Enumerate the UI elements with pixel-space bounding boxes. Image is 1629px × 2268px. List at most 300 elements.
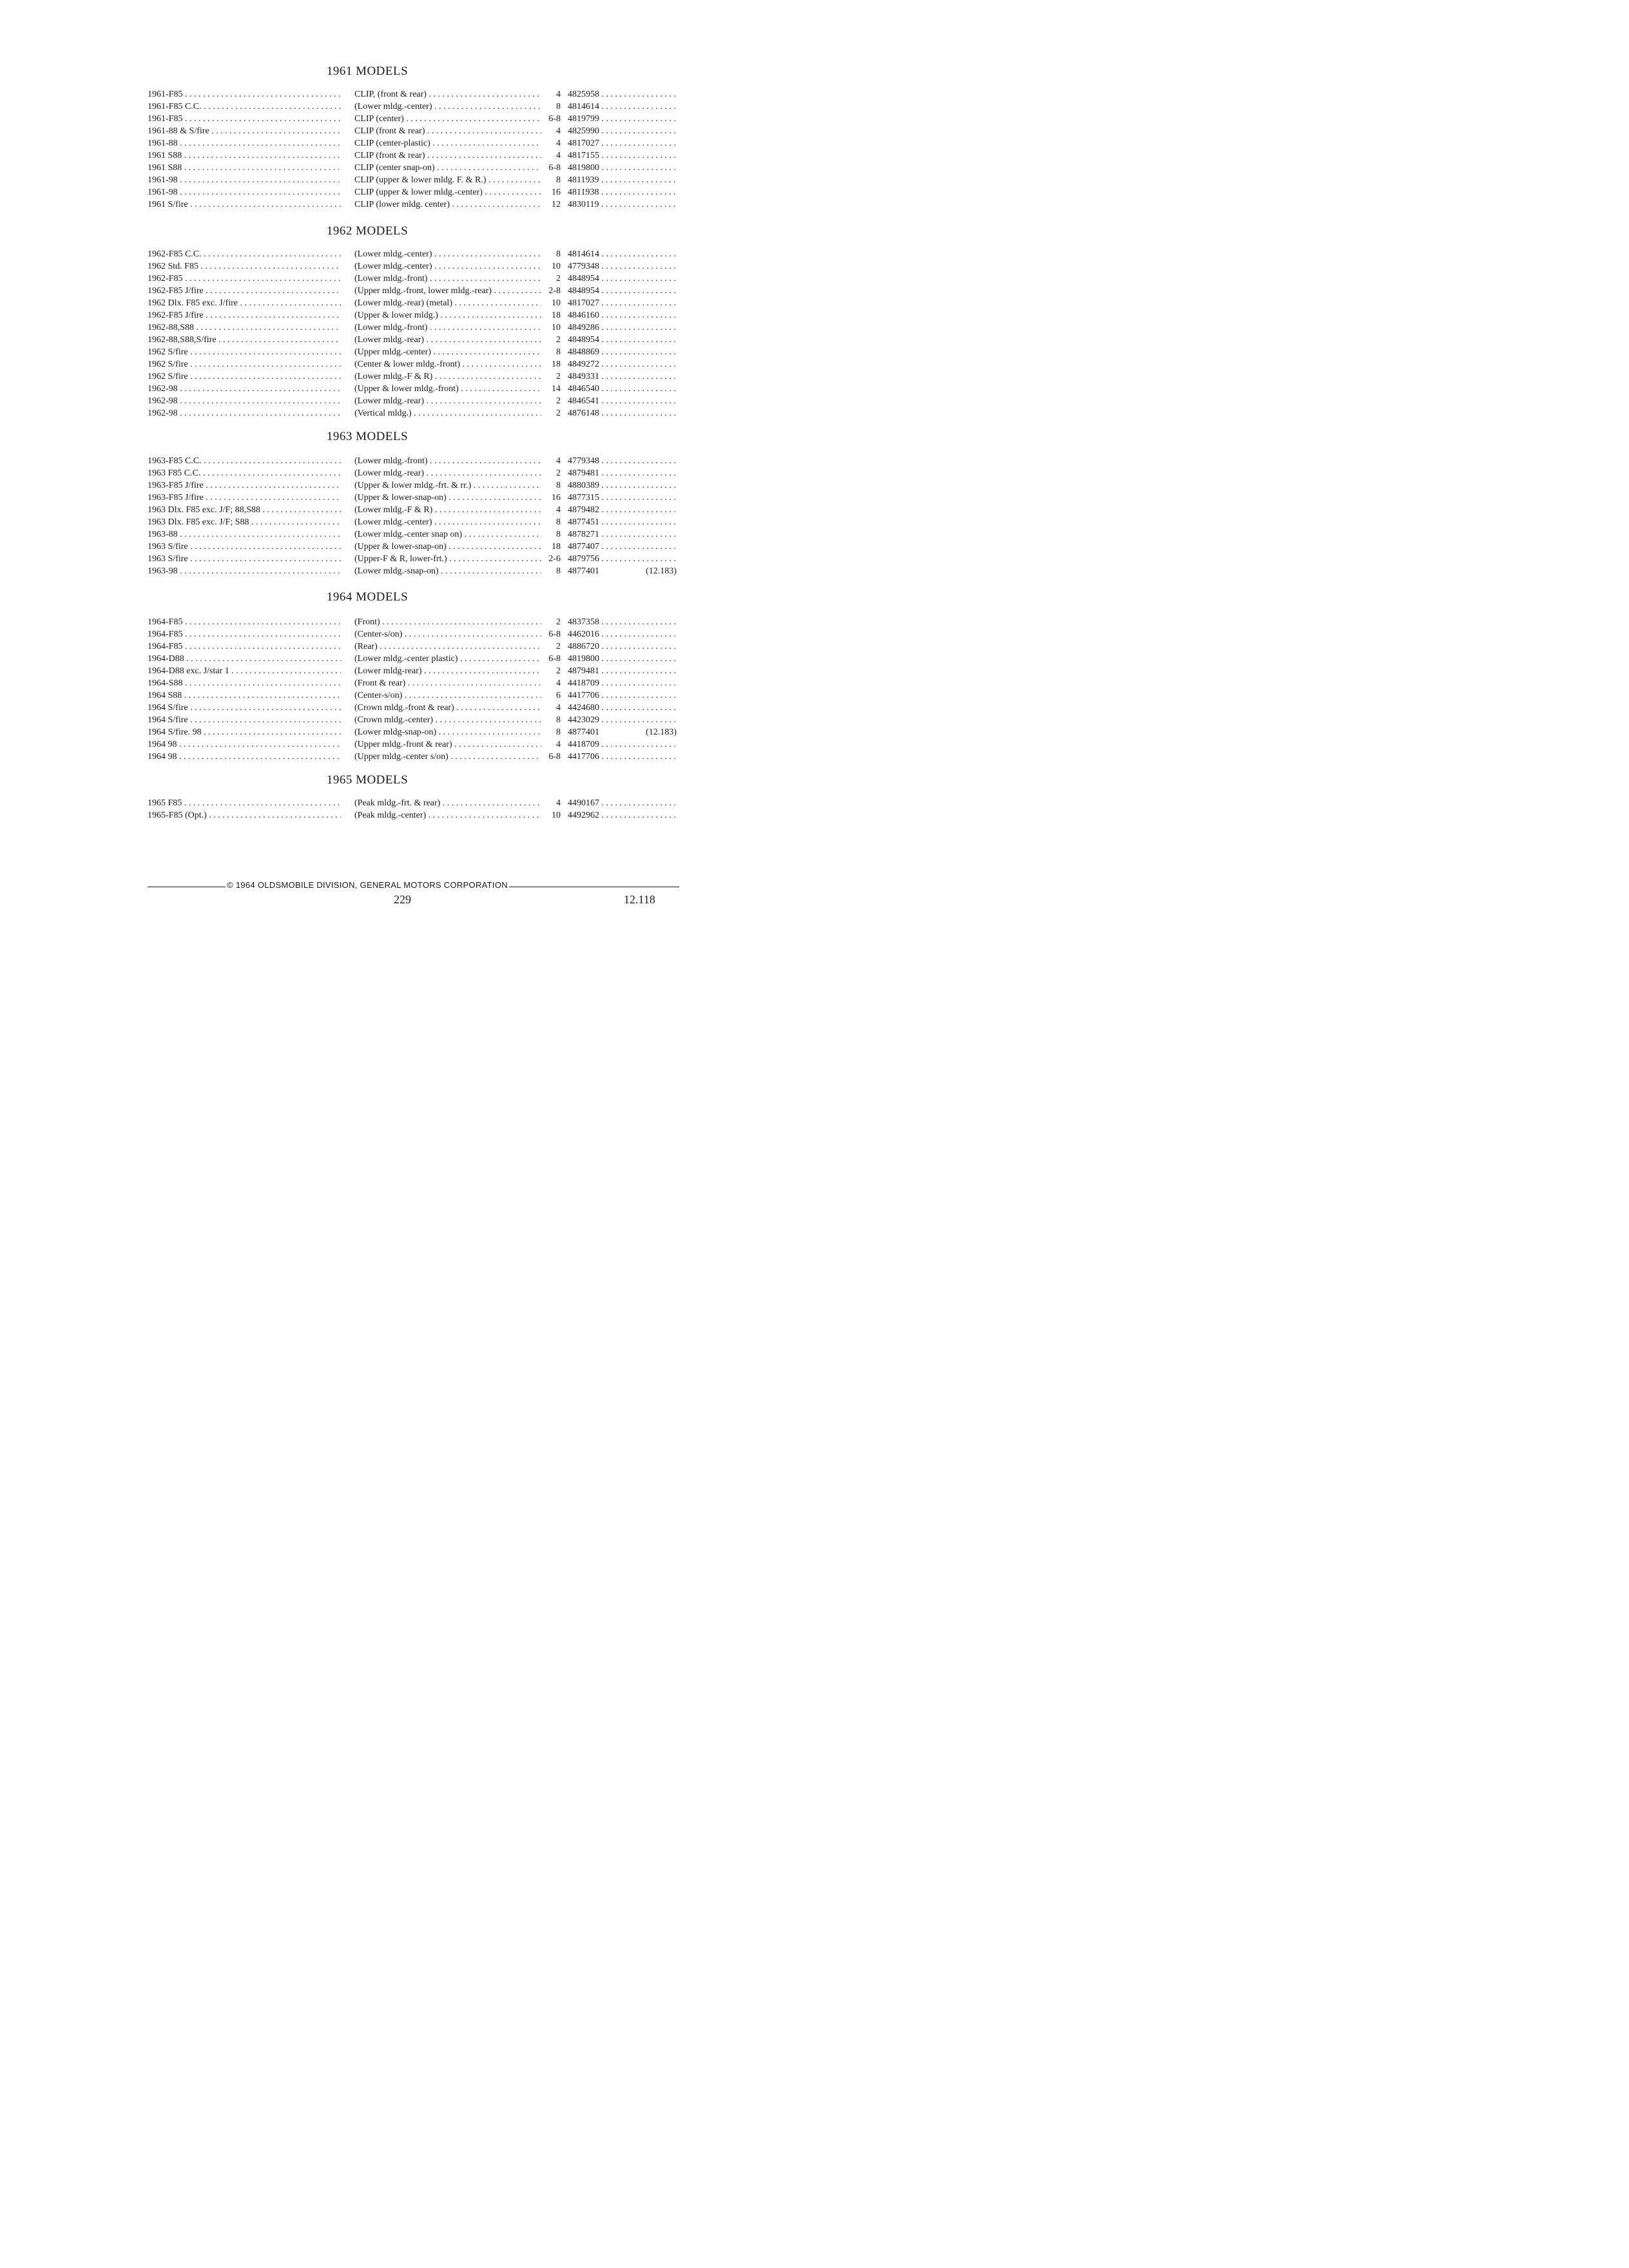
model-cell-text: 1963-88: [148, 530, 178, 539]
description-cell: [354, 467, 541, 480]
model-cell: [148, 162, 341, 175]
model-cell-text: 1964-S88: [148, 678, 183, 688]
model-cell: [148, 809, 341, 822]
leader-dots: [599, 335, 677, 345]
description-cell: [354, 346, 541, 359]
description-cell-text: (Vertical mldg.): [354, 408, 412, 418]
description-cell-text: (Upper & lower mldg.): [354, 311, 438, 320]
part-number-cell-text: 4811938: [568, 187, 599, 197]
model-cell-text: 1964-F85: [148, 617, 183, 627]
leader-dots: [599, 493, 677, 503]
model-cell-text: 1962-98: [148, 396, 178, 406]
quantity-cell-text: 2: [556, 468, 561, 478]
leader-dots: [448, 752, 541, 762]
model-cell: [148, 565, 341, 578]
description-cell-text: CLIP (center): [354, 114, 404, 124]
part-row: [0, 334, 735, 347]
leader-dots: [439, 566, 541, 576]
quantity-cell-text: 2: [556, 335, 561, 345]
leader-dots: [422, 666, 541, 676]
description-cell-text: (Rear): [354, 642, 378, 651]
quantity-cell-text: 6: [556, 691, 561, 700]
description-cell: [354, 809, 541, 822]
description-cell: [354, 504, 541, 517]
model-cell-text: 1961-98: [148, 175, 178, 185]
leader-dots: [260, 505, 341, 515]
reference-cell-text: (12.183): [646, 566, 677, 576]
quantity-cell-text: 6-8: [548, 629, 561, 639]
part-number-cell: [568, 640, 677, 653]
quantity-cell: [540, 297, 561, 310]
leader-dots: [432, 262, 542, 271]
model-cell: [148, 504, 341, 517]
model-cell-text: 1962-88,S88: [148, 323, 194, 332]
quantity-cell: [540, 273, 561, 285]
quantity-cell: [540, 809, 561, 822]
leader-dots: [435, 163, 541, 173]
quantity-cell: [540, 738, 561, 751]
quantity-cell: [540, 751, 561, 764]
quantity-cell-text: 4: [556, 456, 561, 466]
leader-dots: [177, 752, 342, 762]
description-cell-text: (Lower mldg.-rear): [354, 396, 425, 406]
description-cell-text: (Lower mldg.-center): [354, 517, 432, 527]
quantity-cell: [540, 479, 561, 492]
leader-dots: [425, 151, 542, 160]
leader-dots: [599, 456, 677, 466]
leader-dots: [178, 384, 341, 394]
description-cell: [354, 640, 541, 653]
quantity-cell: [540, 677, 561, 690]
description-cell: [354, 565, 541, 578]
description-cell-text: (Lower mldg.-rear) (metal): [354, 298, 452, 308]
model-cell-text: 1962 S/fire: [148, 360, 188, 369]
part-number-cell: [568, 616, 677, 629]
quantity-cell-text: 8: [556, 715, 561, 725]
part-number-cell-text: 4877401: [568, 566, 599, 576]
quantity-cell-text: 10: [552, 323, 561, 332]
model-cell: [148, 492, 341, 505]
quantity-cell-text: 4: [556, 798, 561, 808]
description-cell-text: CLIP (front & rear): [354, 151, 425, 160]
quantity-cell: [540, 358, 561, 371]
part-number-cell-text: 4779348: [568, 456, 599, 466]
part-row: [0, 297, 735, 310]
model-cell: [148, 628, 341, 641]
model-cell-text: 1964 98: [148, 752, 177, 762]
description-cell: [354, 455, 541, 468]
leader-dots: [404, 114, 541, 124]
model-cell: [148, 726, 341, 739]
leader-dots: [599, 691, 677, 700]
part-row: [0, 665, 735, 678]
leader-dots: [452, 740, 541, 749]
description-cell-text: CLIP (center-plastic): [354, 139, 430, 148]
leader-dots: [599, 298, 677, 308]
description-cell: [354, 285, 541, 298]
part-number-cell: [568, 467, 677, 480]
leader-dots: [188, 542, 341, 552]
part-row: [0, 640, 735, 653]
description-cell-text: (Upper-F & R, lower-frt.): [354, 554, 447, 564]
part-row: [0, 541, 735, 553]
quantity-cell-text: 18: [552, 542, 561, 552]
section-title: 1963 MODELS: [326, 430, 409, 443]
quantity-cell: [540, 395, 561, 408]
description-cell: [354, 149, 541, 162]
model-cell: [148, 198, 341, 211]
leader-dots: [432, 517, 542, 527]
part-number-cell-text: 4878271: [568, 530, 599, 539]
page-number: 229: [394, 893, 411, 906]
model-cell: [148, 125, 341, 138]
model-cell: [148, 113, 341, 126]
leader-dots: [182, 691, 341, 700]
part-number-cell: [568, 125, 677, 138]
model-cell-text: 1962-98: [148, 408, 178, 418]
description-cell: [354, 689, 541, 702]
quantity-cell: [540, 640, 561, 653]
quantity-cell-text: 2-8: [548, 286, 561, 296]
leader-dots: [462, 530, 541, 539]
part-row: [0, 248, 735, 261]
leader-dots: [178, 175, 341, 185]
part-number-cell-text: 4880389: [568, 481, 599, 490]
part-number-cell: [568, 285, 677, 298]
quantity-cell: [540, 198, 561, 211]
leader-dots: [204, 286, 341, 296]
description-cell: [354, 714, 541, 727]
model-cell: [148, 260, 341, 273]
quantity-cell: [540, 653, 561, 666]
part-row: [0, 309, 735, 322]
quantity-cell: [540, 714, 561, 727]
description-cell-text: (Lower mldg.-front): [354, 274, 428, 284]
model-cell-text: 1962 Std. F85: [148, 262, 198, 271]
quantity-cell-text: 10: [552, 262, 561, 271]
part-row: [0, 504, 735, 517]
quantity-cell-text: 8: [556, 517, 561, 527]
description-cell-text: (Crown mldg.-center): [354, 715, 434, 725]
description-cell: [354, 479, 541, 492]
quantity-cell: [540, 88, 561, 101]
model-cell: [148, 358, 341, 371]
part-number-cell: [568, 88, 677, 101]
description-cell-text: CLIP (lower mldg. center): [354, 200, 450, 209]
part-number-cell: [568, 322, 677, 334]
part-row: [0, 528, 735, 541]
quantity-cell: [540, 565, 561, 578]
leader-dots: [599, 505, 677, 515]
part-number-cell-text: 4849286: [568, 323, 599, 332]
model-cell-text: 1962-98: [148, 384, 178, 394]
description-cell-text: (Lower mldg.-front): [354, 456, 428, 466]
leader-dots: [182, 642, 341, 651]
leader-dots: [229, 666, 341, 676]
model-cell: [148, 346, 341, 359]
description-cell-text: (Lower mldg.-front): [354, 323, 428, 332]
description-cell: [354, 628, 541, 641]
leader-dots: [182, 629, 341, 639]
leader-dots: [599, 200, 677, 209]
part-number-cell: [568, 738, 677, 751]
model-cell-text: 1962-88,S88,S/fire: [148, 335, 217, 345]
model-cell: [148, 640, 341, 653]
description-cell: [354, 101, 541, 113]
model-cell: [148, 101, 341, 113]
section-title: 1961 MODELS: [326, 64, 409, 78]
leader-dots: [599, 678, 677, 688]
description-cell: [354, 726, 541, 739]
quantity-cell: [540, 702, 561, 715]
part-row: [0, 370, 735, 383]
part-number-cell-text: 4849272: [568, 360, 599, 369]
part-row: [0, 125, 735, 138]
part-row: [0, 322, 735, 334]
model-cell: [148, 467, 341, 480]
part-number-cell: [568, 297, 677, 310]
part-number-cell: [568, 492, 677, 505]
part-number-cell: [568, 702, 677, 715]
quantity-cell: [540, 334, 561, 347]
model-cell-text: 1961-F85: [148, 90, 183, 99]
leader-dots: [198, 262, 341, 271]
copyright-text: © 1964 OLDSMOBILE DIVISION, GENERAL MOTORS CORPORATION: [227, 880, 508, 890]
model-cell-text: 1963 F85 C.C.: [148, 468, 201, 478]
model-cell: [148, 285, 341, 298]
description-cell: [354, 677, 541, 690]
leader-dots: [438, 311, 541, 320]
model-cell: [148, 174, 341, 187]
leader-dots: [599, 468, 677, 478]
part-number-cell: [568, 528, 677, 541]
section-title: 1964 MODELS: [326, 590, 409, 604]
part-number-cell: [568, 689, 677, 702]
reference-cell: [638, 565, 677, 578]
reference-cell: [638, 726, 677, 739]
leader-dots: [184, 654, 341, 664]
model-cell-text: 1963 Dlx. F85 exc. J/F; S88: [148, 517, 249, 527]
leader-dots: [424, 396, 541, 406]
quantity-cell-text: 10: [552, 298, 561, 308]
model-cell: [148, 751, 341, 764]
model-cell: [148, 88, 341, 101]
part-number-cell-text: 4814614: [568, 102, 599, 111]
part-row: [0, 702, 735, 715]
description-cell-text: (Upper mldg.-center): [354, 347, 431, 357]
leader-dots: [599, 151, 677, 160]
model-cell: [148, 383, 341, 396]
part-number-cell-text: 4424680: [568, 703, 599, 713]
part-row: [0, 137, 735, 150]
quantity-cell-text: 8: [556, 249, 561, 259]
part-row: [0, 565, 735, 578]
leader-dots: [182, 274, 341, 284]
leader-dots: [188, 715, 341, 725]
leader-dots: [599, 481, 677, 490]
leader-dots: [188, 360, 341, 369]
quantity-cell: [540, 689, 561, 702]
model-cell-text: 1961-F85: [148, 114, 183, 124]
leader-dots: [204, 481, 341, 490]
model-cell-text: 1964-D88 exc. J/star 1: [148, 666, 229, 676]
description-cell-text: (Lower mldg.-center snap on): [354, 530, 463, 539]
description-cell: [354, 273, 541, 285]
part-number-cell: [568, 653, 677, 666]
description-cell-text: (Lower mldg.-snap-on): [354, 566, 439, 576]
model-cell-text: 1964 S/fire: [148, 703, 188, 713]
description-cell: [354, 162, 541, 175]
leader-dots: [454, 703, 541, 713]
part-number-cell-text: 4779348: [568, 262, 599, 271]
part-number-cell: [568, 162, 677, 175]
leader-dots: [492, 286, 541, 296]
quantity-cell: [540, 162, 561, 175]
part-number-cell: [568, 186, 677, 199]
leader-dots: [471, 481, 541, 490]
quantity-cell-text: 8: [556, 481, 561, 490]
leader-dots: [430, 139, 541, 148]
quantity-cell-text: 2: [556, 617, 561, 627]
leader-dots: [599, 703, 677, 713]
part-row: [0, 101, 735, 113]
description-cell-text: CLIP (upper & lower mldg. F. & R.): [354, 175, 487, 185]
description-cell: [354, 751, 541, 764]
part-number-cell: [568, 248, 677, 261]
leader-dots: [202, 727, 341, 737]
quantity-cell: [540, 504, 561, 517]
model-cell-text: 1964-F85: [148, 629, 183, 639]
part-row: [0, 395, 735, 408]
leader-dots: [178, 139, 341, 148]
part-number-cell-text: 4846160: [568, 311, 599, 320]
leader-dots: [483, 187, 541, 197]
part-number-cell: [568, 541, 677, 553]
model-cell: [148, 528, 341, 541]
model-cell-text: 1964 98: [148, 740, 177, 749]
quantity-cell: [540, 370, 561, 383]
description-cell-text: (Peak mldg.-frt. & rear): [354, 798, 441, 808]
description-cell: [354, 309, 541, 322]
part-number-cell: [568, 260, 677, 273]
part-number-cell: [568, 479, 677, 492]
leader-dots: [178, 566, 341, 576]
quantity-cell-text: 4: [556, 678, 561, 688]
part-number-cell: [568, 346, 677, 359]
part-row: [0, 714, 735, 727]
description-cell-text: (Center-s/on): [354, 691, 403, 700]
part-row: [0, 88, 735, 101]
leader-dots: [460, 360, 541, 369]
part-number-cell: [568, 358, 677, 371]
part-number-cell: [568, 407, 677, 420]
description-cell: [354, 198, 541, 211]
description-cell: [354, 297, 541, 310]
part-number-cell-text: 4877315: [568, 493, 599, 503]
leader-dots: [188, 347, 341, 357]
quantity-cell: [540, 797, 561, 810]
leader-dots: [447, 493, 541, 503]
part-number-cell: [568, 553, 677, 566]
part-row: [0, 467, 735, 480]
model-cell: [148, 407, 341, 420]
leader-dots: [599, 642, 677, 651]
leader-dots: [440, 798, 541, 808]
part-number-cell: [568, 665, 677, 678]
model-cell-text: 1962 S/fire: [148, 347, 188, 357]
model-cell: [148, 137, 341, 150]
part-row: [0, 260, 735, 273]
part-row: [0, 809, 735, 822]
leader-dots: [599, 372, 677, 381]
leader-dots: [428, 456, 541, 466]
part-number-cell-text: 4817155: [568, 151, 599, 160]
model-cell-text: 1964 S88: [148, 691, 182, 700]
part-number-cell-text: 4418709: [568, 740, 599, 749]
leader-dots: [182, 798, 341, 808]
leader-dots: [425, 126, 542, 136]
model-cell-text: 1961-88: [148, 139, 178, 148]
part-number-cell-text: 4819799: [568, 114, 599, 124]
part-row: [0, 285, 735, 298]
model-cell-text: 1961 S88: [148, 151, 182, 160]
part-number-cell-text: 4462016: [568, 629, 599, 639]
part-row: [0, 616, 735, 629]
part-number-cell: [568, 309, 677, 322]
description-cell: [354, 395, 541, 408]
leader-dots: [599, 530, 677, 539]
model-cell: [148, 479, 341, 492]
description-cell-text: (Upper & lower-snap-on): [354, 493, 447, 503]
leader-dots: [424, 335, 541, 345]
description-cell-text: (Lower mldg.-center plastic): [354, 654, 458, 664]
description-cell-text: (Upper & lower mldg.-front): [354, 384, 459, 394]
quantity-cell-text: 4: [556, 151, 561, 160]
leader-dots: [432, 372, 541, 381]
quantity-cell: [540, 346, 561, 359]
leader-dots: [202, 456, 341, 466]
part-number-cell: [568, 149, 677, 162]
part-number-cell-text: 4877451: [568, 517, 599, 527]
part-number-cell-text: 4846540: [568, 384, 599, 394]
part-row: [0, 113, 735, 126]
model-cell: [148, 248, 341, 261]
leader-dots: [447, 554, 541, 564]
leader-dots: [599, 408, 677, 418]
leader-dots: [428, 323, 541, 332]
model-cell-text: 1964-F85: [148, 642, 183, 651]
leader-dots: [599, 102, 677, 111]
model-cell: [148, 395, 341, 408]
model-cell-text: 1963-F85 J/fire: [148, 481, 204, 490]
quantity-cell-text: 2: [556, 666, 561, 676]
leader-dots: [424, 468, 541, 478]
model-cell: [148, 273, 341, 285]
description-cell: [354, 358, 541, 371]
quantity-cell-text: 8: [556, 175, 561, 185]
leader-dots: [238, 298, 341, 308]
part-number-cell: [568, 455, 677, 468]
part-number-cell-text: 4814614: [568, 249, 599, 259]
description-cell-text: (Center & lower mldg.-front): [354, 360, 461, 369]
part-number-cell-text: 4848954: [568, 335, 599, 345]
model-cell-text: 1961-88 & S/fire: [148, 126, 209, 136]
model-cell: [148, 322, 341, 334]
leader-dots: [599, 139, 677, 148]
model-cell: [148, 689, 341, 702]
part-number-cell: [568, 273, 677, 285]
leader-dots: [599, 715, 677, 725]
